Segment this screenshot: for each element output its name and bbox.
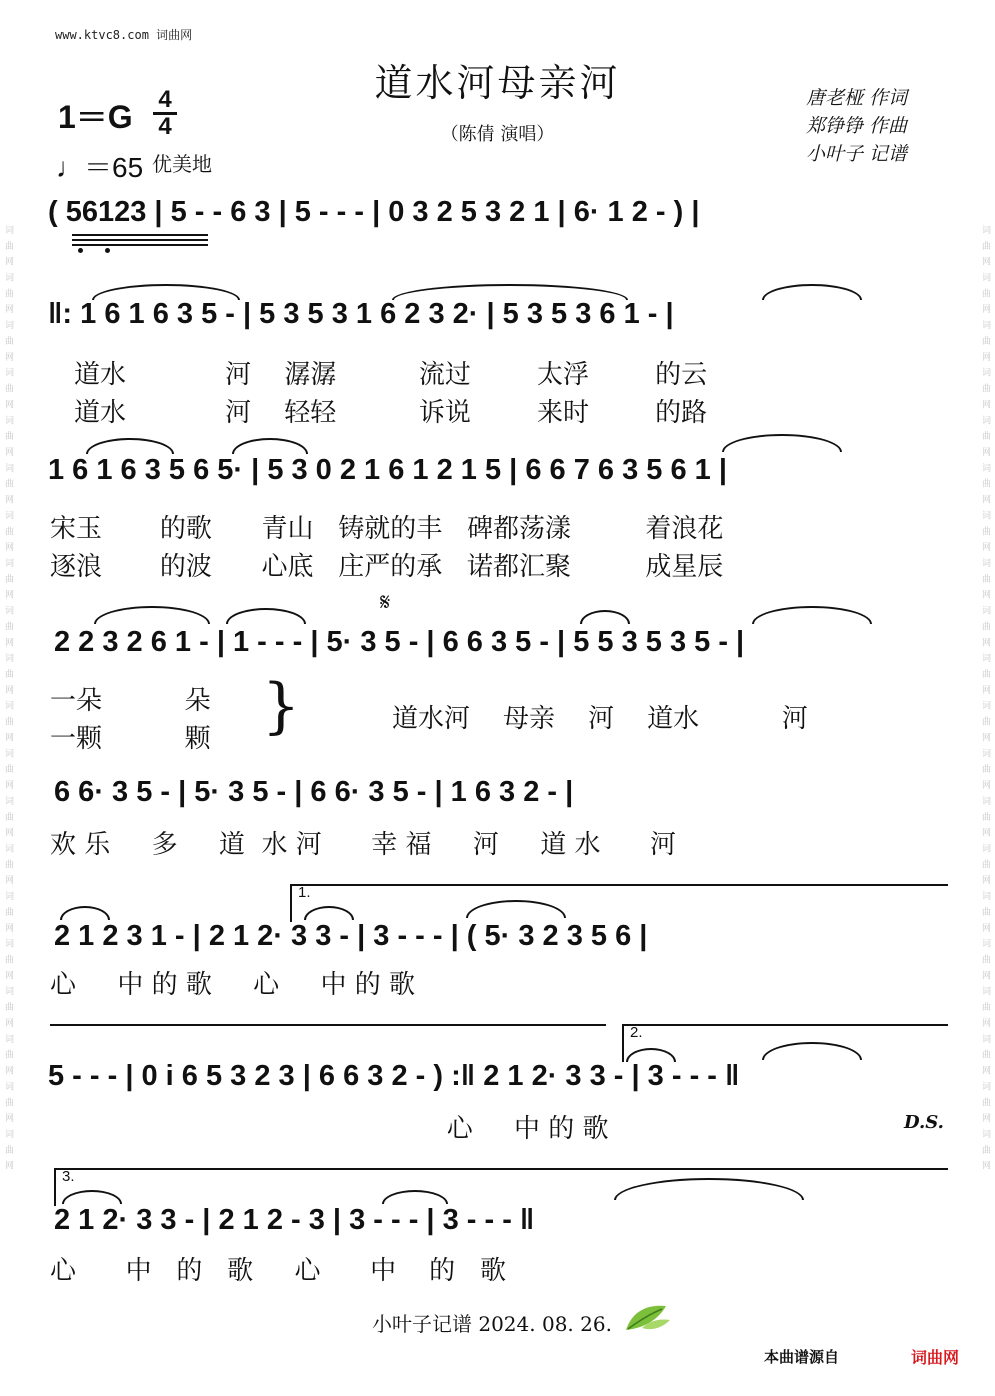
volta-1-label: 1. bbox=[298, 884, 311, 901]
system-4-refrain-lyrics: 道水河 母亲 河 道水 河 bbox=[392, 704, 808, 734]
time-signature bbox=[152, 88, 178, 139]
system-8-notes: 2 1 2· 3 3 - | 2 1 2 - 3 | 3 - - - | 3 - - - ‖ bbox=[54, 1204, 535, 1236]
lyricist-credit: 唐老桠 作词 bbox=[806, 87, 908, 109]
brace: } bbox=[262, 671, 301, 741]
slur bbox=[580, 610, 630, 624]
dal-segno-marking: D.S. bbox=[904, 1112, 944, 1133]
transcription-date: 小叶子记谱 2024. 08. 26. bbox=[372, 1312, 612, 1336]
slur bbox=[86, 438, 174, 454]
slur bbox=[94, 606, 210, 624]
underline bbox=[72, 239, 208, 241]
underline bbox=[72, 244, 208, 246]
singer-credit: （陈倩 演唱） bbox=[440, 124, 555, 145]
system-2-notes: ‖: 1 6 1 6 3 5 - | 5 3 5 3 1 6 2 3 2· | 5 3 5 3 6 1 - | bbox=[48, 298, 674, 330]
site-url[interactable]: www.ktvc8.com 词曲网 bbox=[55, 28, 193, 42]
system-7-lyrics: 心 中 的 歌 bbox=[50, 1114, 609, 1144]
volta-1-continuation bbox=[50, 1024, 606, 1026]
system-4-lyrics-verse-2: 一颗 颗 bbox=[50, 724, 211, 754]
leaf-icon bbox=[622, 1300, 672, 1332]
volta-2-label: 2. bbox=[630, 1024, 643, 1041]
system-4-lyrics-verse-1: 一朵 朵 bbox=[50, 686, 211, 716]
segno-sign: 𝄋 bbox=[380, 588, 391, 616]
slur bbox=[722, 434, 842, 452]
system-4-notes: 2 2 3 2 6 1 - | 1 - - - | 5· 3 5 - | 6 6 3 5 - | 5 5 3 5 3 5 - | bbox=[54, 626, 745, 658]
mood-marking: 优美地 bbox=[152, 152, 212, 176]
side-watermark-left: 词 曲 网 词 曲 网 词 曲 网 词 曲 网 词 曲 网 词 曲 网 词 曲 网 词 曲 网 词 曲 网 词 曲 网 词 曲 网 词 曲 网 词 曲 网 词 曲 网 词 曲 网 词 曲 网 词 曲 网 词 曲 网 词 曲 网 词 曲 网 bbox=[3, 224, 13, 1172]
composer-credit: 郑铮铮 作曲 bbox=[806, 115, 908, 137]
system-3-notes: 1 6 1 6 3 5 6 5· | 5 3 0 2 1 6 1 2 1 5 | 6 6 7 6 3 5 6 1 | bbox=[48, 454, 727, 486]
song-title: 道水河母亲河 bbox=[374, 61, 621, 105]
slur bbox=[392, 284, 628, 300]
system-2-lyrics-verse-1: 道水 河 潺潺 流过 太浮 的云 bbox=[74, 360, 708, 390]
underline bbox=[72, 234, 208, 236]
system-6-notes: 2 1 2 3 1 - | 2 1 2· 3 3 - | 3 - - - | ( 5· 3 2 3 5 6 | bbox=[54, 920, 648, 952]
system-8-lyrics: 心 中 的 歌 心 中 的 歌 bbox=[50, 1256, 506, 1286]
side-watermark-right: 词 曲 网 词 曲 网 词 曲 网 词 曲 网 词 曲 网 词 曲 网 词 曲 网 词 曲 网 词 曲 网 词 曲 网 词 曲 网 词 曲 网 词 曲 网 词 曲 网 词 曲 网 词 曲 网 词 曲 网 词 曲 网 词 曲 网 词 曲 网 bbox=[980, 224, 990, 1172]
transcriber-credit: 小叶子 记谱 bbox=[806, 143, 908, 165]
system-3-lyrics-verse-1: 宋玉 的歌 青山 铸就的丰 碑都荡漾 着浪花 bbox=[50, 514, 724, 544]
system-7-notes: 5 - - - | 0 i 6 5 3 2 3 | 6 6 3 2 - ) :‖ 2 1 2· 3 3 - | 3 - - - ‖ bbox=[48, 1060, 740, 1092]
time-sig-bottom: 4 bbox=[158, 113, 172, 140]
low-dot bbox=[105, 248, 110, 253]
volta-1-bracket bbox=[290, 884, 948, 922]
time-sig-top: 4 bbox=[158, 86, 172, 113]
slur bbox=[752, 606, 872, 624]
system-5-lyrics: 欢 乐 多 道 水 河 幸 福 河 道 水 河 bbox=[50, 830, 677, 860]
system-6-lyrics: 心 中 的 歌 心 中 的 歌 bbox=[50, 970, 416, 1000]
system-3-lyrics-verse-2: 逐浪 的波 心底 庄严的承 诺都汇聚 成星辰 bbox=[50, 552, 724, 582]
slur bbox=[226, 608, 306, 624]
system-1-notes: ( 56123 | 5 - - 6 3 | 5 - - - | 0 3 2 5 3 2 1 | 6· 1 2 - ) | bbox=[48, 196, 700, 228]
slur bbox=[60, 906, 110, 920]
slur bbox=[92, 284, 240, 300]
system-5-notes: 6 6· 3 5 - | 5· 3 5 - | 6 6· 3 5 - | 1 6 3 2 - | bbox=[54, 776, 574, 808]
source-label: 本曲谱源自 bbox=[764, 1349, 840, 1366]
credits bbox=[806, 84, 907, 168]
volta-3-bracket bbox=[54, 1168, 948, 1206]
slur bbox=[762, 284, 862, 300]
brand-logo[interactable]: 词曲网 bbox=[911, 1348, 960, 1367]
key-signature: 1＝G bbox=[58, 99, 133, 135]
volta-3-label: 3. bbox=[62, 1168, 75, 1185]
system-2-lyrics-verse-2: 道水 河 轻轻 诉说 来时 的路 bbox=[74, 398, 708, 428]
low-dot bbox=[78, 248, 83, 253]
slur bbox=[232, 438, 308, 454]
tempo-marking: ♩＝65 bbox=[56, 152, 144, 183]
